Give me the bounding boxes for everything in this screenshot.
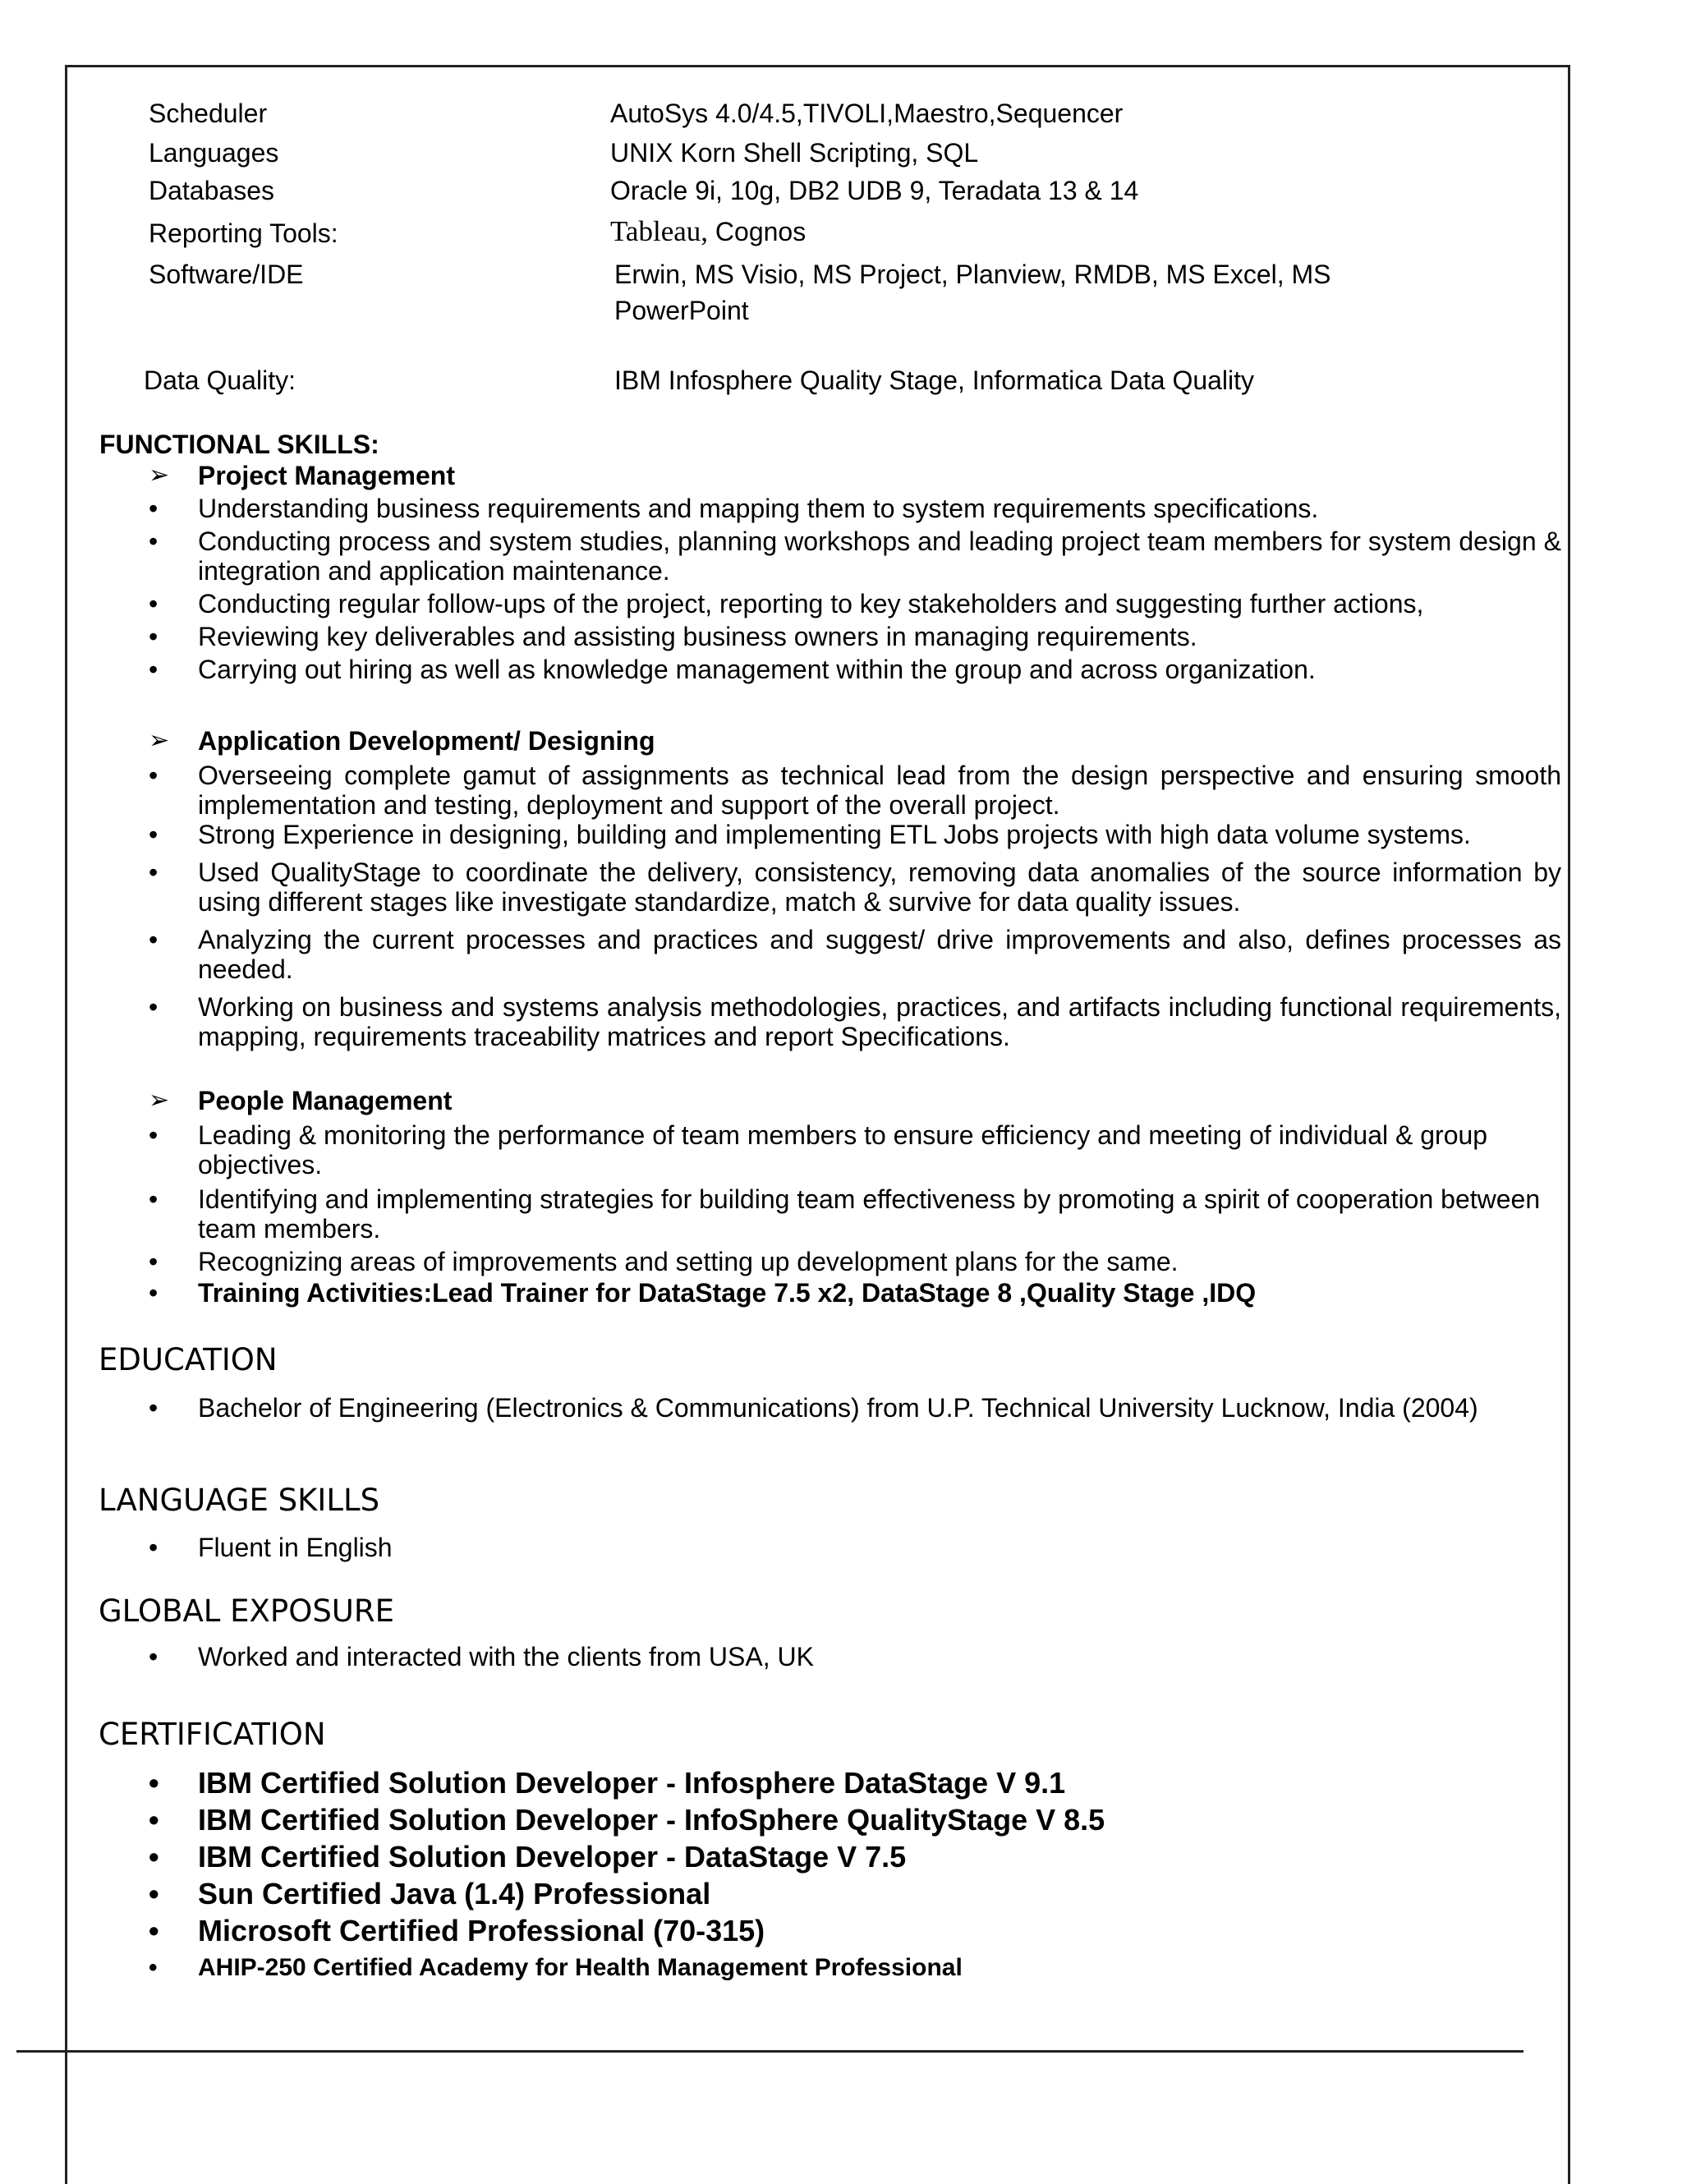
bullet-icon: •	[149, 761, 159, 790]
list-item: • Microsoft Certified Professional (70-315)	[149, 1914, 765, 1947]
bullet-icon: •	[149, 1533, 159, 1562]
tech-value-reporting-tableau: Tableau,	[610, 215, 709, 247]
bullet-icon: •	[149, 526, 159, 556]
tech-label-software: Software/IDE	[149, 260, 304, 289]
list-item: • Bachelor of Engineering (Electronics & Communications) from U.P. Technical University Lucknow, India (2004)	[149, 1393, 1478, 1423]
bullet-icon: •	[149, 1954, 158, 1981]
global-exposure-heading: GLOBAL EXPOSURE	[99, 1593, 394, 1629]
tech-label-databases: Databases	[149, 176, 274, 205]
list-item-training: • Training Activities:Lead Trainer for DataStage 7.5 x2, DataStage 8 ,Quality Stage ,IDQ	[149, 1278, 1257, 1308]
tech-value-scheduler: AutoSys 4.0/4.5,TIVOLI,Maestro,Sequencer	[610, 99, 1124, 128]
list-item: • Used QualityStage to coordinate the delivery, consistency, removing data anomalies of the source information by using different stages like investigate standardize, match & survive for data quality issues.	[149, 858, 1561, 917]
list-item: • Conducting process and system studies, planning workshops and leading project team members for system design & integration and application maintenance.	[149, 526, 1561, 586]
app-development-list	[149, 726, 1561, 1051]
certification-heading: CERTIFICATION	[99, 1717, 326, 1752]
list-item: • Fluent in English	[149, 1533, 393, 1562]
tech-value-languages: UNIX Korn Shell Scripting, SQL	[610, 138, 979, 168]
list-item: • Understanding business requirements and mapping them to system requirements specifications.	[149, 494, 1319, 523]
tech-label-reporting: Reporting Tools:	[149, 218, 338, 248]
subheading-application-development: ➢ Application Development/ Designing	[149, 726, 655, 756]
tech-label-languages: Languages	[149, 138, 279, 168]
bullet-icon: •	[149, 622, 159, 651]
list-item: • Analyzing the current processes and practices and suggest/ drive improvements and also, defines processes as needed.	[149, 925, 1561, 984]
bullet-icon: •	[149, 655, 159, 684]
bullet-icon: •	[149, 1120, 159, 1150]
bullet-icon: •	[149, 1642, 159, 1671]
bullet-icon: •	[149, 1840, 159, 1874]
bullet-icon: •	[149, 1247, 159, 1276]
bullet-icon: •	[149, 1766, 159, 1800]
bullet-icon: •	[149, 858, 159, 887]
tech-label-scheduler: Scheduler	[149, 99, 268, 128]
list-item: • Conducting regular follow-ups of the project, reporting to key stakeholders and suggesting further actions,	[149, 589, 1424, 618]
list-item: • Sun Certified Java (1.4) Professional	[149, 1877, 711, 1910]
list-item: • Overseeing complete gamut of assignments as technical lead from the design perspective and ensuring smooth implementation and testing, deployment and support of the overall project.	[149, 761, 1561, 820]
list-item: • Strong Experience in designing, building and implementing ETL Jobs projects with high data volume systems.	[149, 820, 1471, 849]
project-management-list	[149, 461, 1561, 684]
bullet-icon: •	[149, 992, 159, 1022]
tech-value-software-line2: PowerPoint	[614, 296, 749, 325]
list-item: • IBM Certified Solution Developer - Infosphere DataStage V 9.1	[149, 1766, 1066, 1800]
tech-label-data-quality: Data Quality:	[144, 366, 296, 395]
list-item: • Working on business and systems analysis methodologies, practices, and artifacts including functional requirements, mapping, requirements traceability matrices and report Specifications.	[149, 992, 1561, 1051]
bullet-icon: •	[149, 820, 159, 849]
bullet-icon: •	[149, 1877, 159, 1910]
tech-value-data-quality: IBM Infosphere Quality Stage, Informatica Data Quality	[614, 366, 1255, 395]
list-item: • IBM Certified Solution Developer - InfoSphere QualityStage V 8.5	[149, 1803, 1105, 1837]
tech-value-software-line1: Erwin, MS Visio, MS Project, Planview, RMDB, MS Excel, MS	[614, 260, 1331, 289]
subheading-people-management: ➢ People Management	[149, 1086, 453, 1115]
arrow-marker-icon: ➢	[149, 727, 170, 754]
tech-value-reporting	[610, 215, 806, 248]
bullet-icon: •	[149, 1393, 159, 1423]
arrow-marker-icon: ➢	[149, 462, 170, 489]
education-heading: EDUCATION	[99, 1342, 278, 1377]
tech-value-reporting-cognos: Cognos	[708, 217, 807, 246]
language-skills-list	[149, 1533, 1561, 1562]
list-item: • Worked and interacted with the clients from USA, UK	[149, 1642, 814, 1671]
tech-value-databases: Oracle 9i, 10g, DB2 UDB 9, Teradata 13 & 14	[610, 176, 1139, 205]
bullet-icon: •	[149, 925, 159, 954]
bullet-icon: •	[149, 589, 159, 618]
subheading-project-management: ➢ Project Management	[149, 461, 455, 490]
list-item: • AHIP-250 Certified Academy for Health Management Professional	[149, 1949, 1561, 1986]
global-exposure-list	[149, 1642, 1561, 1671]
list-item: • Leading & monitoring the performance of team members to ensure efficiency and meeting of individual & group objectives.	[149, 1120, 1488, 1179]
list-item: • Carrying out hiring as well as knowledge management within the group and across organization.	[149, 655, 1316, 684]
list-item: • Recognizing areas of improvements and setting up development plans for the same.	[149, 1247, 1179, 1276]
list-item: • IBM Certified Solution Developer - DataStage V 7.5	[149, 1840, 907, 1874]
bullet-icon: •	[149, 1184, 159, 1214]
people-management-list	[149, 1086, 1561, 1308]
language-skills-heading: LANGUAGE SKILLS	[99, 1483, 380, 1518]
education-list	[149, 1393, 1561, 1423]
arrow-marker-icon: ➢	[149, 1087, 170, 1114]
functional-skills-heading: FUNCTIONAL SKILLS:	[99, 430, 379, 459]
bullet-icon: •	[149, 1803, 159, 1837]
bullet-icon: •	[149, 1914, 159, 1947]
list-item: • Reviewing key deliverables and assisting business owners in managing requirements.	[149, 622, 1197, 651]
list-item: • Identifying and implementing strategies for building team effectiveness by promoting a spirit of cooperation between team members.	[149, 1184, 1541, 1244]
footer-divider	[16, 2050, 1523, 2053]
bullet-icon: •	[149, 1278, 159, 1308]
certification-list	[149, 1764, 1561, 1986]
bullet-icon: •	[149, 494, 159, 523]
